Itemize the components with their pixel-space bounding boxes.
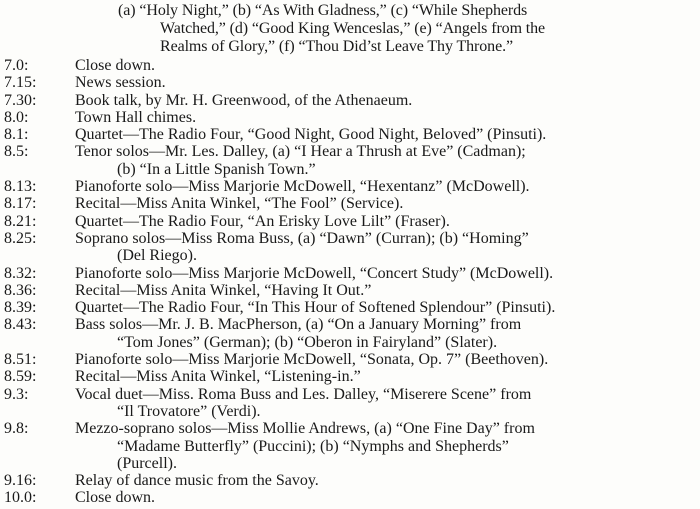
entry-line: Vocal duet—Miss. Roma Buss and Les. Dalley, “Miserere Scene” from [75,385,532,403]
intro-line: Realms of Glory,” (f) “Thou Did’st Leave Thy Throne.” [160,38,513,55]
entry-time: 8.36: [4,281,37,299]
entry-line: Relay of dance music from the Savoy. [75,472,319,490]
intro-line: Watched,” (d) “Good King Wenceslas,” (e) “Angels from the [160,20,546,37]
entry-body [75,299,696,316]
entry-line: Mezzo-soprano solos—Miss Mollie Andrews, (a) “One Fine Day” from [75,420,535,438]
entry-line: (Del Riego). [117,247,197,265]
schedule-entry [4,489,696,506]
entry-line: Pianoforte solo—Miss Marjorie McDowell, “Hexentanz” (McDowell). [75,178,530,196]
program-schedule [4,57,696,507]
schedule-entry [4,368,696,385]
schedule-entry [4,109,696,126]
entry-body [75,126,696,143]
entry-time: 8.21: [4,212,37,230]
entry-body [75,316,696,351]
entry-time: 7.30: [4,91,37,109]
entry-line: (b) “In a Little Spanish Town.” [117,160,316,178]
schedule-entry [4,126,696,143]
entry-time: 8.0: [4,108,29,126]
entry-body [75,109,696,126]
entry-time: 8.25: [4,229,37,247]
entry-body [75,265,696,282]
entry-time: 8.39: [4,299,37,317]
schedule-entry [4,282,696,299]
schedule-entry [4,143,696,178]
entry-body [75,92,696,109]
entry-body [75,143,696,178]
entry-body [75,282,696,299]
entry-body [75,472,696,489]
schedule-entry [4,351,696,368]
entry-time: 10.0: [4,489,37,507]
entry-body [75,195,696,212]
entry-time: 8.59: [4,368,37,386]
entry-line: “Il Trovatore” (Verdi). [117,402,261,420]
entry-body [75,368,696,385]
intro-line: (a) “Holy Night,” (b) “As With Gladness,” (c) “While Shepherds [118,2,528,19]
entry-line: Recital—Miss Anita Winkel, “Having It Out.” [75,281,372,299]
entry-body [75,57,696,74]
entry-line: Quartet—The Radio Four, “An Erisky Love Lilt” (Fraser). [75,212,450,230]
entry-line: “Tom Jones” (German); (b) “Oberon in Fairyland” (Slater). [117,333,498,351]
schedule-entry [4,420,696,472]
schedule-entry [4,265,696,282]
schedule-entry [4,178,696,195]
entry-line: Close down. [75,57,155,74]
entry-line: Quartet—The Radio Four, “Good Night, Good Night, Beloved” (Pinsuti). [75,126,547,144]
entry-line: Recital—Miss Anita Winkel, “The Fool” (Service). [75,195,404,213]
schedule-entry [4,299,696,316]
entry-line: Quartet—The Radio Four, “In This Hour of Softened Splendour” (Pinsuti). [75,299,556,317]
schedule-entry [4,472,696,489]
entry-body [75,386,696,421]
entry-body [75,74,696,91]
schedule-entry [4,57,696,74]
entry-line: Recital—Miss Anita Winkel, “Listening-in.” [75,368,361,386]
entry-line: Close down. [75,489,155,507]
entry-body [75,230,696,265]
entry-time: 8.32: [4,264,37,282]
entry-time: 9.3: [4,385,29,403]
schedule-entry [4,230,696,265]
entry-line: Book talk, by Mr. H. Greenwood, of the Athenaeum. [75,91,413,109]
entry-time: 9.16: [4,472,37,490]
entry-time: 8.17: [4,195,37,213]
schedule-entry [4,316,696,351]
entry-time: 8.5: [4,143,29,161]
entry-body [75,213,696,230]
schedule-entry [4,74,696,91]
entry-line: (Purcell). [117,454,177,472]
entry-body [75,351,696,368]
entry-line: Soprano solos—Miss Roma Buss, (a) “Dawn” (Curran); (b) “Homing” [75,229,529,247]
entry-time: 8.1: [4,126,29,144]
entry-time: 9.8: [4,420,29,438]
entry-body [75,420,696,472]
schedule-entry [4,92,696,109]
carol-program-continuation [118,2,696,56]
entry-time: 8.51: [4,351,37,369]
entry-body [75,178,696,195]
entry-line: Pianoforte solo—Miss Marjorie McDowell, “Sonata, Op. 7” (Beethoven). [75,351,549,369]
entry-body [75,489,696,506]
entry-line: Pianoforte solo—Miss Marjorie McDowell, “Concert Study” (McDowell). [75,264,554,282]
entry-time: 7.0: [4,57,29,74]
entry-line: “Madame Butterfly” (Puccini); (b) “Nymphs and Shepherds” [117,437,509,455]
entry-line: Tenor solos—Mr. Les. Dalley, (a) “I Hear a Thrush at Eve” (Cadman); [75,143,526,161]
entry-time: 8.43: [4,316,37,334]
entry-time: 8.13: [4,178,37,196]
schedule-entry [4,386,696,421]
schedule-entry [4,213,696,230]
entry-line: Town Hall chimes. [75,108,197,126]
entry-line: News session. [75,74,166,92]
entry-time: 7.15: [4,74,37,92]
entry-line: Bass solos—Mr. J. B. MacPherson, (a) “On a January Morning” from [75,316,522,334]
schedule-entry [4,195,696,212]
